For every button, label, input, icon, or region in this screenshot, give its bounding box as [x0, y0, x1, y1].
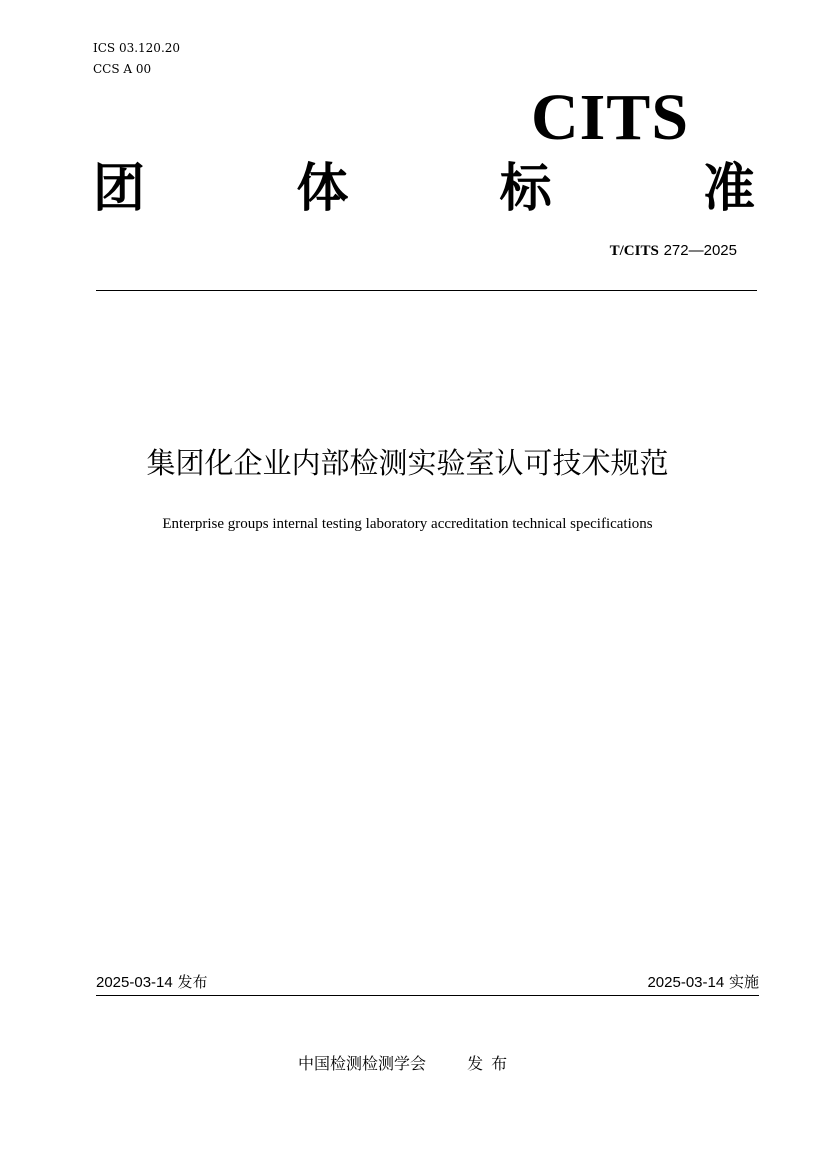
brand-logo-text: CITS	[530, 81, 690, 154]
ics-code: ICS 03.120.20	[93, 41, 181, 55]
standard-type-char-1: 团	[93, 158, 146, 219]
publisher-line	[298, 1053, 515, 1075]
issue-date: 2025-03-14	[96, 974, 173, 991]
implementation-label: 实施	[728, 973, 759, 991]
title-english: Enterprise groups internal testing laboratory accreditation technical specifications	[162, 516, 653, 532]
standard-type-char-3: 标	[499, 158, 552, 219]
standard-number	[610, 240, 737, 261]
standard-type-char-4: 准	[702, 158, 755, 219]
issue-date-line	[96, 971, 208, 994]
ccs-code: CCS A 00	[93, 62, 152, 76]
standard-type-heading	[93, 158, 755, 220]
title-chinese: 集团化企业内部检测实验室认可技术规范	[146, 446, 669, 480]
footer-divider	[96, 995, 759, 996]
implementation-date: 2025-03-14	[647, 974, 725, 991]
standard-type-char-2: 体	[296, 158, 349, 219]
standard-number-prefix: T/CITS	[609, 243, 659, 259]
publisher-action: 发布	[467, 1054, 516, 1073]
implementation-date-line	[647, 971, 759, 994]
header-divider	[96, 290, 757, 291]
issue-label: 发布	[177, 973, 208, 991]
standard-number-value: 272—2025	[663, 242, 737, 259]
publisher-name: 中国检测检测学会	[298, 1054, 427, 1073]
